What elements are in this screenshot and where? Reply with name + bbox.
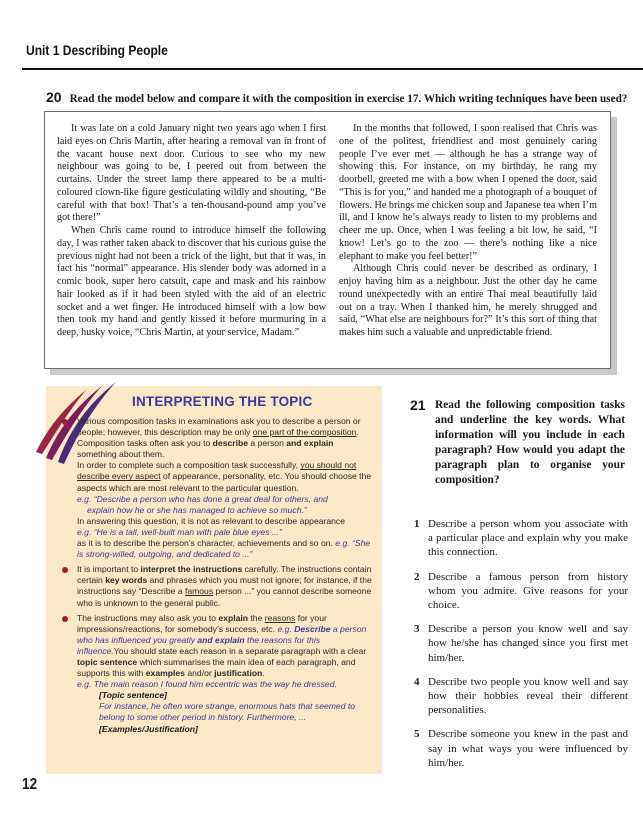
task-item: 5 Describe someone you knew in the past and say in what ways you were influenced by him/her. [414,728,628,769]
topic-bullet-3: The instructions may also ask you to explain the reasons for your impressions/reactions, for somebody’s success, etc. e.g. Describe a person who has influenced you greatly and explain the reasons for this influence.You should state each reason in a separate paragraph with a clear topic sentence which summarises the main idea of each paragraph, and supports this with examples and/or justification. e.g. The main reason I found him eccentric was the way he dressed. [Topic sentence] For instance, he often wore strange, enormous hats that seemed to belong to some other period in history. Furthermore, ... [Examples/Justification] [60,613,373,735]
bullet-icon [62,567,68,573]
example-text: e.g. “Describe a person who has done a great deal for others, and [77,493,328,504]
exercise-21-instruction: Read the following composition tasks and underline the key words. What information will you include in each paragraph? How would you adapt the paragraph plan to organise your composition? [435,399,625,487]
model-composition-box [44,111,611,369]
task-item: 2 Describe a famous person from history whom you admire. Give reasons for your choice. [414,570,628,612]
page-number: 12 [22,776,38,793]
topic-bullet-2: It is important to interpret the instructions carefully. The instructions contain certain key words and phrases which you must not ignore; for instance, if the instructions say “Describe a famous person ...” you cannot describe someone who is unknown to the general public. [60,564,373,608]
example-text: For instance, he often wore strange, enormous hats that seemed to belong to some other period in history. Furthermore, ... [99,701,356,723]
topic-bullet-1: Various composition tasks in examinations ask you to describe a person or people; however, this description may be only one part of the composition. Composition tasks often ask you to describe a person and explain something about them. In order to complete such a composition task successfully, you should not describe every aspect of appearance, personality, etc. You should choose the aspects which are most relevant to the particular question. e.g. “Describe a person who has done a great deal for others, and explain how he or she has managed to achieve so much.” In answering this question, it is not as relevant to describe appearance e.g. “He is a tall, well-built man with pale blue eyes ...” as it is to describe the person’s character, achievements and so on. e.g. “She is strong-willed, outgoing, and dedicated to ...” [60,416,373,560]
label-text: [Topic sentence] [99,690,167,701]
exercise-20-instruction [46,89,626,105]
exercise-20-text: Read the model below and compare it with the composition in exercise 17. Which writing techniques have been used? [69,93,628,105]
exercise-21-number: 21 [410,397,426,413]
model-paragraph: When Chris came round to introduce himself the following day, I was rather taken aback to discover that his curious guise the previous night had not been a trick of the light, but that it was, in fact his “normal” appearance. His slender body was adorned in a comic book, super hero catsuit, cape and mask and his rainbow hair looked as if it had been styled with the aid of an electric socket and a wet finger. He introduced himself with a low bow then took my hand and gently kissed it before murmuring in a deep, husky voice, “Chris Martin, at your service, Madam.” [57,225,326,338]
task-list [414,517,628,780]
model-left-column [57,123,326,340]
task-item: 1 Describe a person whom you associate with a particular place and explain why you make this connection. [414,518,628,559]
topic-heading: INTERPRETING THE TOPIC [132,394,313,409]
label-text: [Examples/Justification] [99,723,198,734]
model-paragraph: In the months that followed, I soon realised that Chris was one of the politest, friendliest and most genuinely caring people I’ve ever met — although he has a strange way of showing this. For instance, on my birthday, he rang my doorbell, greeted me with a bow when I opened the door, said “This is for you,” and handed me a photograph of a bouquet of flowers. He brings me chicken soup and Japanese tea when I’m ill, and I know he’s always ready to listen to my problems and cheer me up. Once, when I was feeling a bit low, he said, “I know! Let’s go to the zoo — there’s nothing like a nice elephant to make you feel better!” [339,123,597,262]
bullet-icon [62,419,68,425]
model-right-column [339,123,597,340]
topic-body [60,416,373,739]
header-rule [22,68,643,70]
task-item: 4 Describe two people you know well and say how their hobbies reveal their different personalities. [414,675,628,717]
task-item: 3 Describe a person you know well and say how he/she has changed since you first met him/her. [414,623,628,664]
model-paragraph: It was late on a cold January night two years ago when I first laid eyes on Chris Martin, after hearing a removal van in front of the vacant house next door. Curious to see who my new neighbour was going to be, I peered out from between the curtains. Under the street lamp there appeared to be a multi-coloured clown-like figure gesticulating wildly and shouting, “Be careful with that box! That’s a ten-thousand-pound amp you’ve got there!” [57,123,326,224]
exercise-20-number: 20 [46,89,62,105]
example-text: e.g. The main reason I found him eccentric was the way he dressed. [77,679,337,690]
model-paragraph: Although Chris could never be described as ordinary, I enjoy having him as a neighbour. Just the other day he came round unexpectedly with an entire Thai meal beautifully laid out on a tray. When I thanked him, he merely shrugged and said, “What else are neighbours for?” It’s this sort of thing that makes him such a valuable and unpredictable friend. [339,263,597,338]
example-text: explain how he or she has managed to achieve so much.” [87,504,307,515]
example-text: e.g. “He is a tall, well-built man with pale blue eyes ...” [77,526,282,537]
unit-title: Unit 1 Describing People [26,42,168,58]
bullet-icon [62,616,68,622]
